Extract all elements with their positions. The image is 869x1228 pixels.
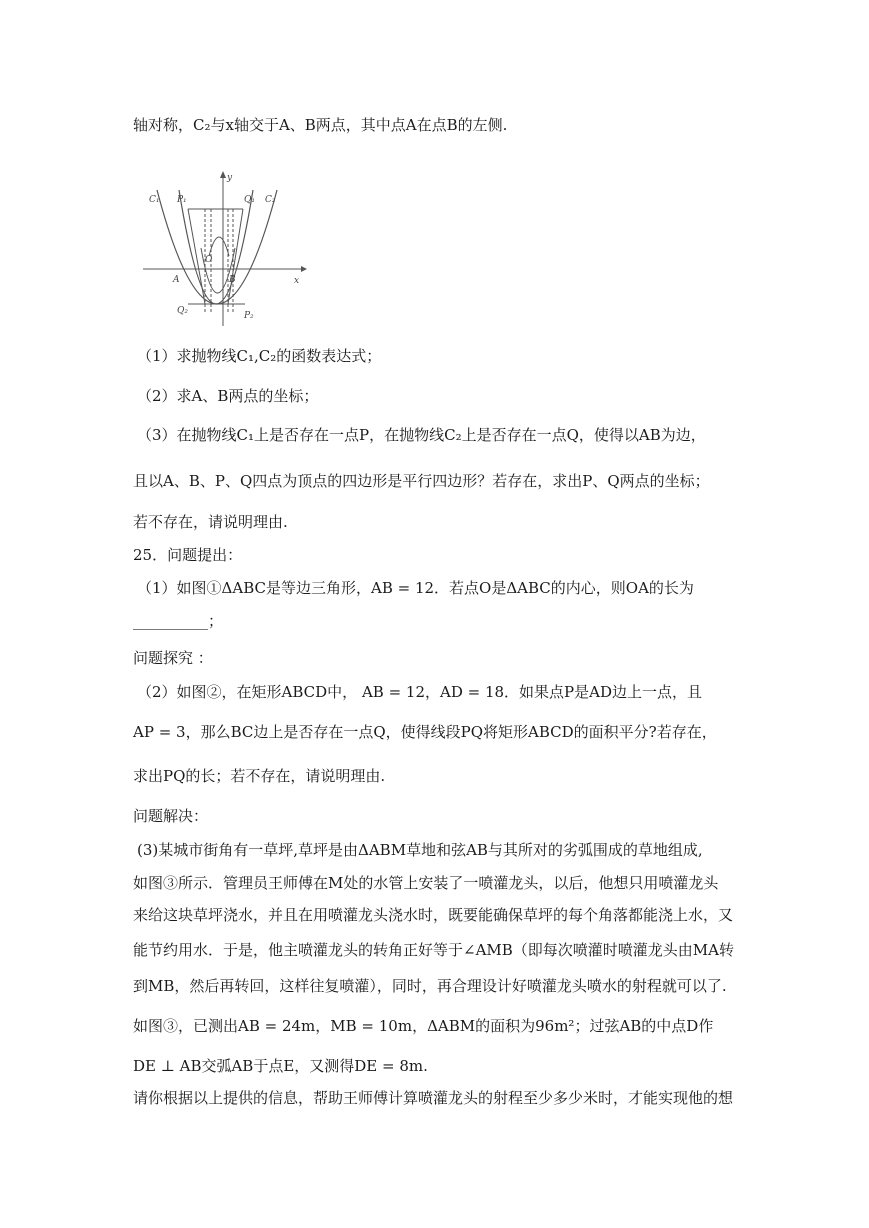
label-c1: C₁ xyxy=(149,195,160,205)
text-line: 若不存在，请说明理由. xyxy=(133,513,288,531)
text-line: 轴对称，C₂与x轴交于A、B两点，其中点A在点B的左侧. xyxy=(133,116,508,134)
text-line: 且以A、B、P、Q四点为顶点的四边形是平行四边形？若存在，求出P、Q两点的坐标； xyxy=(133,472,710,490)
label-o: O xyxy=(205,255,213,265)
text-line: 如图③，已测出AB = 24m，MB = 10m，ΔABM的面积为96m²；过弦AB的中点D作 xyxy=(133,1017,714,1035)
text-line: （1）求抛物线C₁,C₂的函数表达式； xyxy=(137,347,382,365)
text-line: 来给这块草坪浇水，并且在用喷灌龙头浇水时，既要能确保草坪的每个角落都能浇上水，又 xyxy=(133,906,734,924)
label-p1: P₁ xyxy=(177,195,187,205)
label-p2: P₂ xyxy=(244,311,254,321)
label-a: A xyxy=(173,275,180,285)
label-q2: Q₂ xyxy=(177,306,188,316)
text-line: （1）如图①ΔABC是等边三角形，AB = 12．若点O是ΔABC的内心，则OA的长为 xyxy=(137,579,694,597)
text-line: (3)某城市街角有一草坪,草坪是由ΔABM草地和弦AB与其所对的劣弧围成的草地组成, xyxy=(137,841,703,859)
parabola-figure xyxy=(143,168,308,328)
text-line: AP = 3，那么BC边上是否存在一点Q，使得线段PQ将矩形ABCD的面积平分?若存在， xyxy=(133,723,717,741)
text-line: （3）在抛物线C₁上是否存在一点P，在抛物线C₂上是否存在一点Q，使得以AB为边， xyxy=(137,426,706,444)
label-c2: C₂ xyxy=(265,195,276,205)
parabola-diagram xyxy=(143,168,308,328)
text-line: 请你根据以上提供的信息，帮助王师傅计算喷灌龙头的射程至少多少米时，才能实现他的想 xyxy=(133,1089,734,1107)
text-line: （2）如图②，在矩形ABCD中， AB = 12，AD = 18．如果点P是AD边上一点，且 xyxy=(137,683,702,701)
text-line: DE ⊥ AB交弧AB于点E，又测得DE = 8m. xyxy=(133,1057,428,1075)
text-line: 问题探究 ： xyxy=(133,649,213,667)
label-x: x xyxy=(294,276,300,286)
text-line: 如图③所示．管理员王师傅在M处的水管上安装了一喷灌龙头，以后，他想只用喷灌龙头 xyxy=(133,874,719,892)
label-y: y xyxy=(227,173,233,183)
text-line: 到MB，然后再转回，这样往复喷灌），同时，再合理设计好喷灌龙头喷水的射程就可以了. xyxy=(133,977,727,995)
label-b: B xyxy=(229,275,236,285)
text-line: 问题解决： xyxy=(133,807,209,825)
label-q1: Q₁ xyxy=(244,195,255,205)
text-line: 求出PQ的长；若不存在，请说明理由. xyxy=(133,767,386,785)
answer-blank: __________； xyxy=(133,612,224,630)
text-line: 能节约用水．于是，他主喷灌龙头的转角正好等于∠AMB（即每次喷灌时喷灌龙头由MA转 xyxy=(133,941,734,959)
text-line: 25．问题提出： xyxy=(133,546,243,564)
text-line: （2）求A、B两点的坐标； xyxy=(137,387,319,405)
